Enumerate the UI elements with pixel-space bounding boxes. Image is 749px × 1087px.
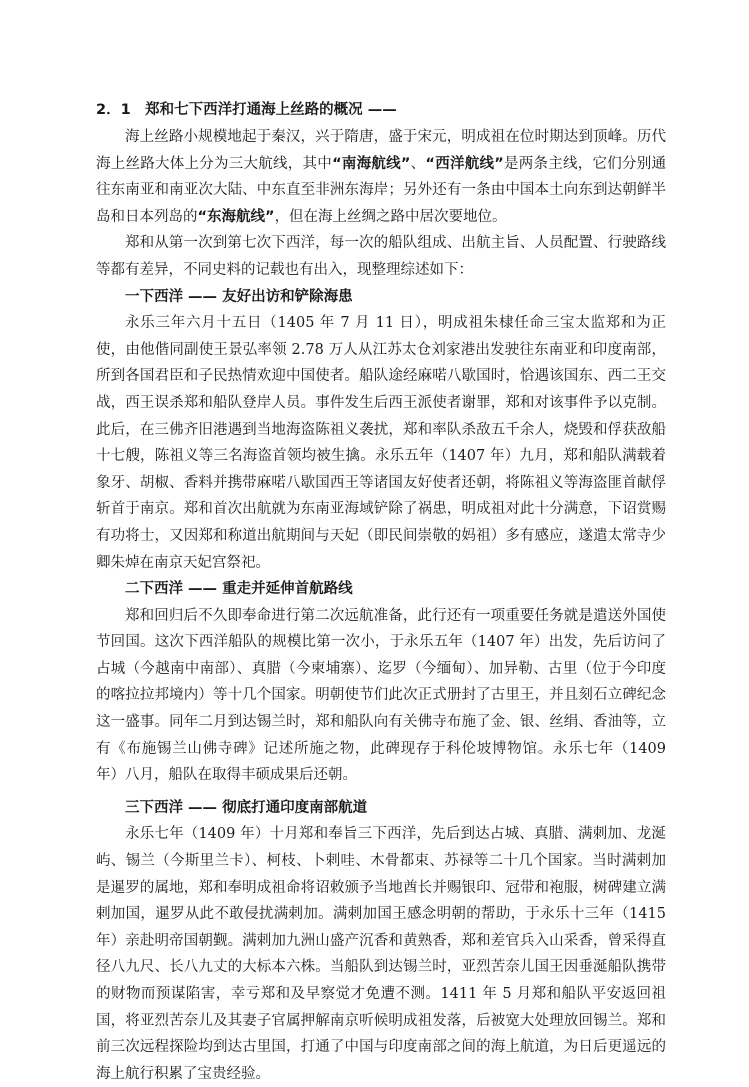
- intro-text-a: 海上丝路小规模地起于秦汉，兴于隋唐，盛于宋元，明成祖在位时期达到顶峰。历代海上丝路大体上分为三大航线，其中: [96, 129, 666, 172]
- intro-text-c: 、: [410, 155, 426, 172]
- south-sea-route-term: “南海航线”: [332, 155, 411, 172]
- intro-text-g: ，但在海上丝绸之路中居次要地位。: [274, 208, 507, 225]
- voyage-2-heading: 二下西洋 —— 重走并延伸首航路线: [125, 581, 353, 598]
- page-content: [96, 98, 666, 1087]
- voyage-3-body: 永乐七年（1409 年）十月郑和奉旨三下西洋，先后到达占城、真腊、满刺加、龙涎屿、锡兰（今斯里兰卡）、柯枝、卜剌哇、木骨都束、苏禄等二十几个国家。当时满剌加是暹罗的属地，郑和奉明成祖命将诏敕颁予当地酋长并赐银印、冠带和袍服，树碑建立满剌加国，暹罗从此不敢侵扰满剌加。满剌加国王感念明朝的帮助，于永乐十三年（1415 年）亲赴明帝国朝觐。满剌加九洲山盛产沉香和黄熟香，郑和差官兵入山采香，曾采得直径八九尺、长八九丈的大标本六株。当船队到达锡兰时，亚烈苦奈儿国王因垂涎船队携带的财物而预谋陷害，幸亏郑和及早察觉才免遭不测。1411 年 5 月郑和船队平安返回祖国，将亚烈苦奈儿及其妻子官属押解南京听候明成祖发落，后被宽大处理放回锡兰。郑和前三次远程探险均到达古里国，打通了中国与印度南部之间的海上航道，为日后更遥远的海上航行积累了宝贵经验。: [96, 826, 666, 1082]
- voyage-3-heading: 三下西洋 —— 彻底打通印度南部航道: [125, 799, 368, 816]
- intro-paragraph-1: [96, 124, 666, 230]
- voyage-1-heading: 一下西洋 —— 友好出访和铲除海患: [125, 288, 353, 305]
- intro-paragraph-2: 郑和从第一次到第七次下西洋，每一次的船队组成、出航主旨、人员配置、行驶路线等都有差异，不同史料的记载也有出入，现整理综述如下：: [96, 235, 666, 278]
- voyage-1-body: 永乐三年六月十五日（1405 年 7 月 11 日），明成祖朱棣任命三宝太监郑和为正使，由他偕同副使王景弘率领 2.78 万人从江苏太仓刘家港出发驶往东南亚和印度南部，所到各国君臣和子民热情欢迎中国使者。船队途经麻喏八歇国时，恰遇该国东、西二王交战，西王误杀郑和船队登岸人员。事件发生后西王派使者谢罪，郑和对该事件予以克制。此后，在三佛齐旧港遇到当地海盗陈祖义袭扰，郑和率队杀敌五千余人，烧毁和俘获敌船十七艘，陈祖义等三名海盗首领均被生擒。永乐五年（1407 年）九月，郑和船队满载着象牙、胡椒、香料并携带麻喏八歇国西王等诸国友好使者还朝，将陈祖义等海盗匪首献俘斩首于南京。郑和首次出航就为东南亚海域铲除了祸患，明成祖对此十分满意，下诏赏赐有功将士，又因郑和称道出航期间与天妃（即民间崇敬的妈祖）多有感应，遂遣太常寺少卿朱焯在南京天妃宫祭祀。: [96, 315, 666, 571]
- section-title: 2．1 郑和七下西洋打通海上丝路的概况 ——: [96, 102, 397, 118]
- western-ocean-route-term: “西洋航线”: [425, 155, 504, 172]
- intro-text-e: 是两条主线，它们分别通往东南亚和南亚次大陆、中东直至非洲东海岸；另外还有一条由中国本土向东到达朝鲜半岛和日本列岛的: [96, 155, 667, 225]
- east-sea-route-term: “东海航线”: [197, 208, 275, 225]
- voyage-2-body: 郑和回归后不久即奉命进行第二次远航准备，此行还有一项重要任务就是遣送外国使节回国。这次下西洋船队的规模比第一次小，于永乐五年（1407 年）出发，先后访问了占城（今越南中南部）、真腊（今柬埔寨）、迄罗（今缅甸）、加异勒、古里（位于今印度的喀拉拉邦境内）等十几个国家。明朝使节们此次正式册封了古里王，并且刻石立碑纪念这一盛事。同年二月到达锡兰时，郑和船队向有关佛寺布施了金、银、丝绢、香油等，立有《布施锡兰山佛寺碑》记述所施之物，此碑现存于科伦坡博物馆。永乐七年（1409 年）八月，船队在取得丰硕成果后还朝。: [96, 607, 666, 784]
